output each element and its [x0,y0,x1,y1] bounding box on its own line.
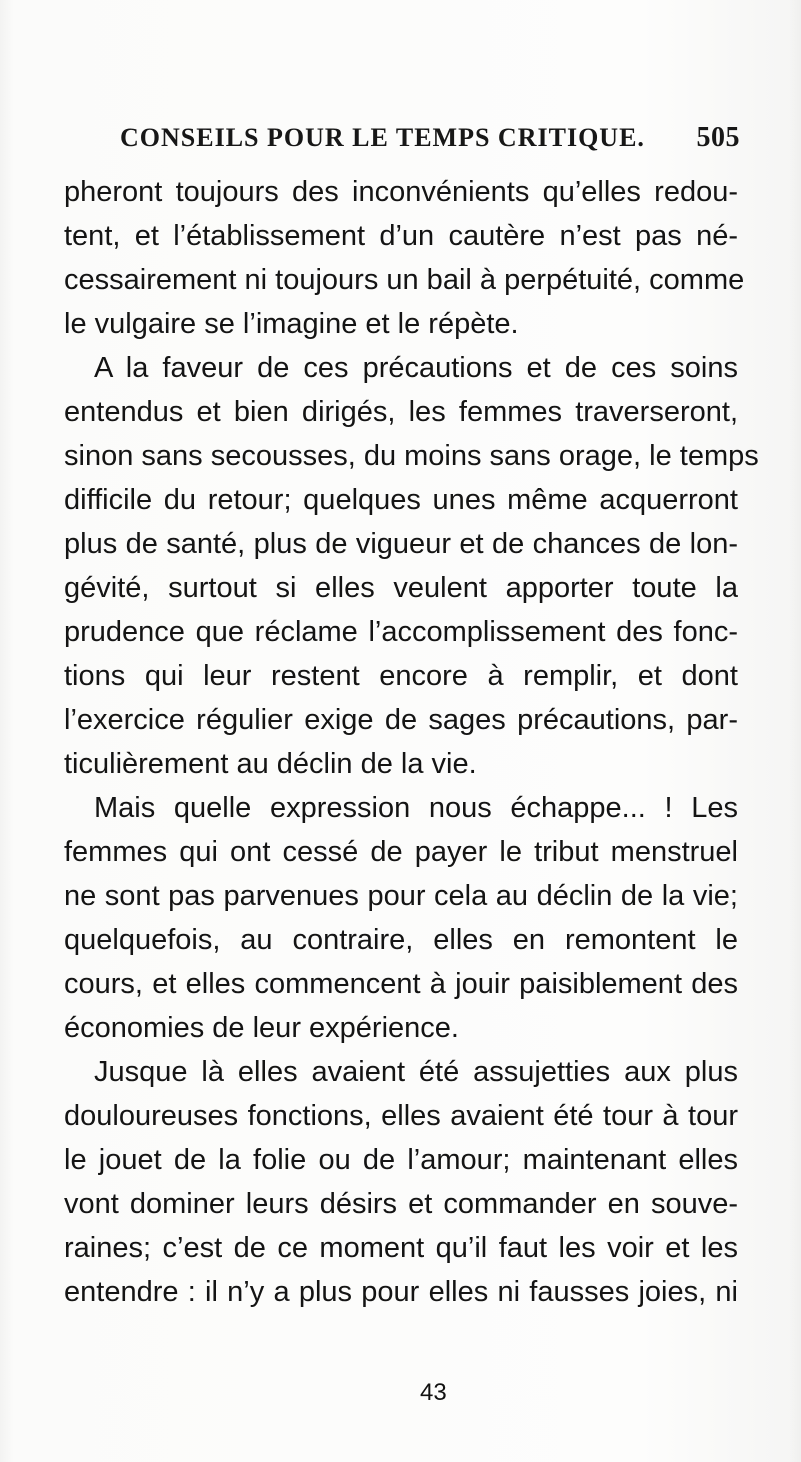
text-line-content: ticulièrement au déclin de la vie. [64,748,477,780]
text-line-content: tions qui leur restent encore à remplir, et dont [64,660,738,692]
text-line [64,1182,738,1226]
text-line-content: Mais quelle expression nous échappe... ! Les [94,792,738,824]
text-line-content: douloureuses fonctions, elles avaient été tour à tour [64,1100,738,1132]
text-line-content: entendus et bien dirigés, les femmes traverseront, [64,396,738,428]
text-line [64,478,738,522]
text-line [64,874,738,918]
printer-signature: 43 [420,1379,447,1406]
text-line-content: cessairement ni toujours un bail à perpétuité, comme [64,264,745,296]
text-line [64,258,745,302]
text-line-content: A la faveur de ces précautions et de ces soins [94,352,738,384]
text-line-content: femmes qui ont cessé de payer le tribut menstruel [64,836,738,868]
page-edge-shadow [789,0,801,1462]
paragraph-end-line [64,742,738,786]
text-line [64,918,738,962]
text-line [64,214,738,258]
text-line [64,170,738,214]
body-text [64,170,759,1314]
text-line-content: raines; c’est de ce moment qu’il faut les voir et les [64,1232,738,1264]
text-line [64,522,738,566]
text-line [64,830,738,874]
text-line-content: ne sont pas parvenues pour cela au déclin de la vie; [64,880,738,912]
text-line-content: cours, et elles commencent à jouir paisiblement des [64,968,738,1000]
text-line-content: difficile du retour; quelques unes même acquerront [64,484,738,516]
text-line [64,962,738,1006]
text-line-content: quelquefois, au contraire, elles en remontent le [64,924,738,956]
text-line-content: entendre : il n’y a plus pour elles ni fausses joies, ni [64,1276,738,1308]
text-line [64,610,738,654]
text-line [64,1094,738,1138]
text-line-content: l’exercice régulier exige de sages précautions, par- [64,704,738,736]
text-line [64,390,738,434]
text-line-content: gévité, surtout si elles veulent apporter toute la [64,572,738,604]
text-line-content: le vulgaire se l’imagine et le répète. [64,308,519,340]
text-line [64,654,738,698]
text-line [64,1138,738,1182]
page-number: 505 [696,122,740,153]
text-line [64,566,738,610]
text-line-content: sinon sans secousses, du moins sans orage, le temps [64,440,759,472]
paragraph-start-line [64,1050,738,1094]
text-line-content: plus de santé, plus de vigueur et de chances de lon- [64,528,738,560]
paragraph-start-line [64,786,738,830]
running-header [120,118,740,158]
text-line [64,434,759,478]
text-line-content: prudence que réclame l’accomplissement des fonc- [64,616,738,648]
text-line [64,698,738,742]
paragraph-end-line [64,302,738,346]
text-line-content: vont dominer leurs désirs et commander en souve- [64,1188,738,1220]
text-line-content: tent, et l’établissement d’un cautère n’est pas né- [64,220,738,252]
text-line-content: pheront toujours des inconvénients qu’elles redou- [64,176,738,208]
text-line [64,1226,738,1270]
text-line-content: économies de leur expérience. [64,1012,459,1044]
text-line [64,1270,738,1314]
paragraph-end-line [64,1006,738,1050]
text-line-content: Jusque là elles avaient été assujetties aux plus [94,1056,738,1088]
text-line-content: le jouet de la folie ou de l’amour; maintenant elles [64,1144,738,1176]
paragraph-start-line [64,346,738,390]
running-title: CONSEILS POUR LE TEMPS CRITIQUE. [120,123,645,152]
